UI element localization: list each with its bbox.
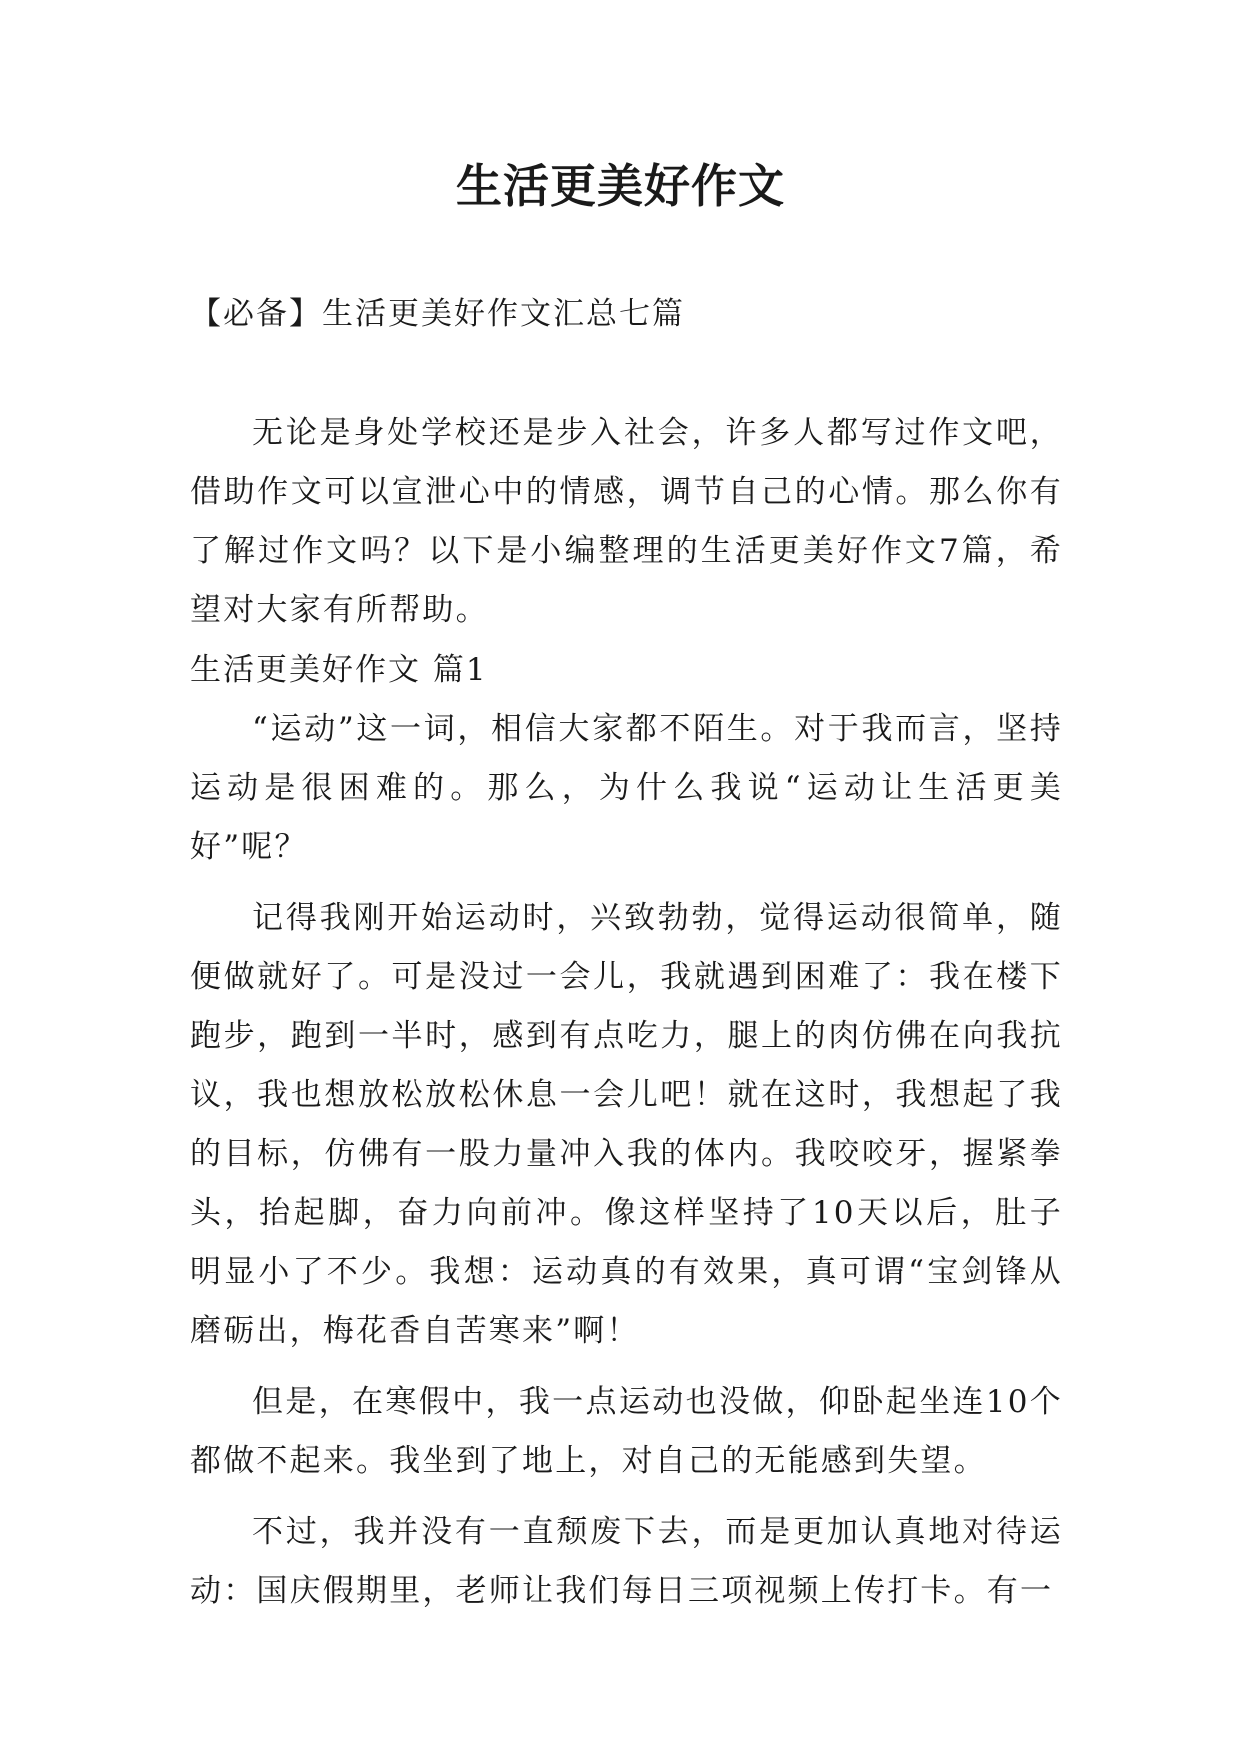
document-title: 生活更美好作文	[456, 159, 785, 213]
intro-paragraph: 无论是身处学校还是步入社会，许多人都写过作文吧，借助作文可以宣泄心中的情感，调节自己的心情。那么你有了解过作文吗？以下是小编整理的生活更美好作文7篇，希望对大家有所帮助。	[190, 415, 1063, 628]
body-paragraph: 但是，在寒假中，我一点运动也没做，仰卧起坐连10个都做不起来。我坐到了地上，对自己的无能感到失望。	[190, 1384, 1063, 1479]
body-paragraph: “运动”这一词，相信大家都不陌生。对于我而言，坚持运动是很困难的。那么，为什么我说“运动让生活更美好”呢？	[190, 711, 1063, 865]
document-subtitle: 【必备】生活更美好作文汇总七篇	[190, 296, 685, 332]
body-paragraph: 不过，我并没有一直颓废下去，而是更加认真地对待运动：国庆假期里，老师让我们每日三项视频上传打卡。有一	[190, 1514, 1063, 1609]
body-paragraph: 记得我刚开始运动时，兴致勃勃，觉得运动很简单，随便做就好了。可是没过一会儿，我就遇到困难了：我在楼下跑步，跑到一半时，感到有点吃力，腿上的肉仿佛在向我抗议，我也想放松放松休息一会儿吧！就在这时，我想起了我的目标，仿佛有一股力量冲入我的体内。我咬咬牙，握紧拳头，抬起脚，奋力向前冲。像这样坚持了10天以后，肚子明显小了不少。我想：运动真的有效果，真可谓“宝剑锋从磨砺出，梅花香自苦寒来”啊！	[190, 900, 1063, 1349]
section-heading: 生活更美好作文 篇1	[190, 652, 488, 688]
document-body	[190, 404, 1063, 1621]
